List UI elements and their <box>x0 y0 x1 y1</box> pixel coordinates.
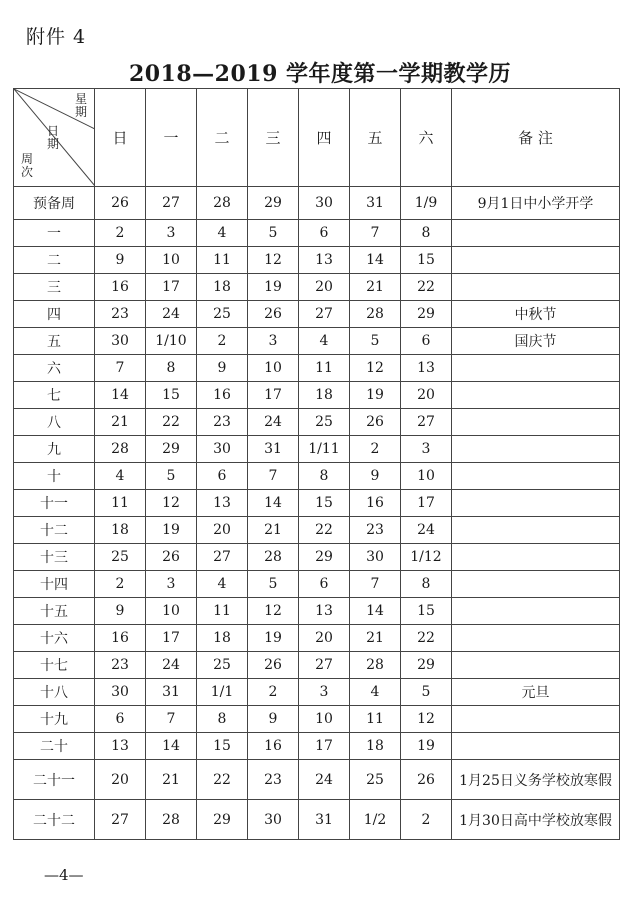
date-cell: 29 <box>401 301 452 328</box>
date-cell: 1/12 <box>401 544 452 571</box>
note-cell <box>452 409 620 436</box>
date-cell: 28 <box>197 187 248 220</box>
date-cell: 19 <box>401 733 452 760</box>
date-cell: 9 <box>350 463 401 490</box>
date-cell: 1/1 <box>197 679 248 706</box>
calendar-table <box>13 88 620 840</box>
date-cell: 5 <box>146 463 197 490</box>
date-cell: 21 <box>248 517 299 544</box>
date-cell: 27 <box>146 187 197 220</box>
date-cell: 9 <box>248 706 299 733</box>
date-cell: 26 <box>248 301 299 328</box>
note-cell <box>452 706 620 733</box>
date-cell: 29 <box>146 436 197 463</box>
week-label-cell: 三 <box>14 274 95 301</box>
date-cell: 31 <box>299 800 350 840</box>
date-cell: 5 <box>248 571 299 598</box>
date-cell: 3 <box>248 328 299 355</box>
date-cell: 3 <box>299 679 350 706</box>
date-cell: 16 <box>350 490 401 517</box>
date-cell: 14 <box>248 490 299 517</box>
date-cell: 4 <box>197 571 248 598</box>
date-cell: 25 <box>197 652 248 679</box>
week-label-cell: 十六 <box>14 625 95 652</box>
date-cell: 9 <box>197 355 248 382</box>
week-row <box>14 355 620 382</box>
date-cell: 13 <box>401 355 452 382</box>
note-cell <box>452 220 620 247</box>
note-cell <box>452 517 620 544</box>
date-cell: 6 <box>299 571 350 598</box>
date-cell: 7 <box>350 571 401 598</box>
date-cell: 19 <box>146 517 197 544</box>
date-cell: 1/2 <box>350 800 401 840</box>
week-row <box>14 598 620 625</box>
note-cell <box>452 652 620 679</box>
date-cell: 31 <box>146 679 197 706</box>
date-cell: 25 <box>299 409 350 436</box>
week-row <box>14 652 620 679</box>
date-cell: 10 <box>299 706 350 733</box>
note-cell <box>452 274 620 301</box>
date-cell: 6 <box>299 220 350 247</box>
date-cell: 11 <box>197 247 248 274</box>
date-cell: 8 <box>299 463 350 490</box>
week-row <box>14 301 620 328</box>
week-row <box>14 544 620 571</box>
note-cell <box>452 625 620 652</box>
date-cell: 23 <box>248 760 299 800</box>
date-cell: 5 <box>248 220 299 247</box>
date-cell: 17 <box>248 382 299 409</box>
note-cell <box>452 463 620 490</box>
date-cell: 18 <box>350 733 401 760</box>
week-label-cell: 一 <box>14 220 95 247</box>
date-cell: 28 <box>146 800 197 840</box>
date-cell: 3 <box>146 571 197 598</box>
date-cell: 3 <box>146 220 197 247</box>
week-row <box>14 733 620 760</box>
note-cell: 国庆节 <box>452 328 620 355</box>
date-cell: 9 <box>95 247 146 274</box>
date-cell: 8 <box>401 220 452 247</box>
date-cell: 13 <box>197 490 248 517</box>
header-corner-cell <box>14 89 95 187</box>
week-label-cell: 七 <box>14 382 95 409</box>
date-cell: 7 <box>350 220 401 247</box>
date-cell: 23 <box>197 409 248 436</box>
week-label-cell: 二十一 <box>14 760 95 800</box>
week-row <box>14 679 620 706</box>
date-cell: 2 <box>401 800 452 840</box>
date-cell: 2 <box>95 220 146 247</box>
date-cell: 12 <box>248 598 299 625</box>
date-cell: 19 <box>248 625 299 652</box>
date-cell: 4 <box>95 463 146 490</box>
date-cell: 21 <box>350 274 401 301</box>
date-cell: 30 <box>299 187 350 220</box>
date-cell: 16 <box>248 733 299 760</box>
week-row <box>14 625 620 652</box>
date-cell: 1/9 <box>401 187 452 220</box>
header-day-sat: 六 <box>401 89 452 187</box>
week-row <box>14 571 620 598</box>
date-cell: 11 <box>95 490 146 517</box>
document-title: 2018—2019 学年度第一学期教学历 <box>128 61 512 87</box>
date-cell: 28 <box>350 301 401 328</box>
date-cell: 19 <box>248 274 299 301</box>
note-cell <box>452 733 620 760</box>
date-cell: 23 <box>350 517 401 544</box>
note-cell <box>452 598 620 625</box>
page-number: —4— <box>44 866 84 884</box>
date-cell: 4 <box>299 328 350 355</box>
note-cell <box>452 247 620 274</box>
date-cell: 5 <box>401 679 452 706</box>
week-label-cell: 二十 <box>14 733 95 760</box>
date-cell: 26 <box>401 760 452 800</box>
date-cell: 6 <box>401 328 452 355</box>
date-cell: 30 <box>350 544 401 571</box>
date-cell: 17 <box>146 274 197 301</box>
date-cell: 26 <box>350 409 401 436</box>
date-cell: 8 <box>401 571 452 598</box>
week-row <box>14 490 620 517</box>
date-cell: 30 <box>95 328 146 355</box>
date-cell: 12 <box>350 355 401 382</box>
header-day-sun: 日 <box>95 89 146 187</box>
week-row <box>14 382 620 409</box>
week-label-cell: 十七 <box>14 652 95 679</box>
attachment-label: 附件 4 <box>26 26 87 48</box>
date-cell: 15 <box>146 382 197 409</box>
date-cell: 20 <box>401 382 452 409</box>
date-cell: 29 <box>299 544 350 571</box>
date-cell: 14 <box>146 733 197 760</box>
date-cell: 8 <box>146 355 197 382</box>
date-cell: 14 <box>95 382 146 409</box>
week-row <box>14 187 620 220</box>
date-cell: 2 <box>197 328 248 355</box>
calendar-body <box>14 187 620 840</box>
date-cell: 23 <box>95 652 146 679</box>
week-row <box>14 274 620 301</box>
date-cell: 18 <box>197 274 248 301</box>
date-cell: 12 <box>146 490 197 517</box>
note-cell: 9月1日中小学开学 <box>452 187 620 220</box>
week-label-cell: 十五 <box>14 598 95 625</box>
week-row <box>14 328 620 355</box>
date-cell: 27 <box>401 409 452 436</box>
week-row <box>14 409 620 436</box>
date-cell: 18 <box>197 625 248 652</box>
note-cell <box>452 355 620 382</box>
date-cell: 2 <box>95 571 146 598</box>
date-cell: 20 <box>197 517 248 544</box>
date-cell: 11 <box>299 355 350 382</box>
date-cell: 23 <box>95 301 146 328</box>
date-cell: 7 <box>248 463 299 490</box>
date-cell: 13 <box>299 598 350 625</box>
note-cell <box>452 436 620 463</box>
date-cell: 21 <box>95 409 146 436</box>
date-cell: 10 <box>248 355 299 382</box>
date-cell: 30 <box>248 800 299 840</box>
week-row <box>14 436 620 463</box>
date-cell: 31 <box>248 436 299 463</box>
week-label-cell: 六 <box>14 355 95 382</box>
date-cell: 9 <box>95 598 146 625</box>
date-cell: 30 <box>197 436 248 463</box>
note-cell <box>452 544 620 571</box>
date-cell: 22 <box>401 625 452 652</box>
week-label-cell: 二十二 <box>14 800 95 840</box>
date-cell: 15 <box>197 733 248 760</box>
date-cell: 27 <box>95 800 146 840</box>
date-cell: 8 <box>197 706 248 733</box>
date-cell: 27 <box>299 301 350 328</box>
note-cell: 1月25日义务学校放寒假 <box>452 760 620 800</box>
date-cell: 29 <box>197 800 248 840</box>
note-cell <box>452 571 620 598</box>
header-row <box>14 89 620 187</box>
date-cell: 7 <box>146 706 197 733</box>
week-label-cell: 十八 <box>14 679 95 706</box>
date-cell: 15 <box>299 490 350 517</box>
date-cell: 26 <box>95 187 146 220</box>
date-cell: 2 <box>248 679 299 706</box>
date-cell: 28 <box>350 652 401 679</box>
corner-label-week: 周次 <box>20 152 33 179</box>
week-row <box>14 463 620 490</box>
week-label-cell: 十一 <box>14 490 95 517</box>
week-label-cell: 十四 <box>14 571 95 598</box>
date-cell: 22 <box>299 517 350 544</box>
date-cell: 24 <box>146 652 197 679</box>
note-cell: 元旦 <box>452 679 620 706</box>
date-cell: 24 <box>248 409 299 436</box>
date-cell: 6 <box>197 463 248 490</box>
date-cell: 5 <box>350 328 401 355</box>
corner-label-date: 日期 <box>46 124 59 151</box>
week-label-cell: 九 <box>14 436 95 463</box>
date-cell: 29 <box>248 187 299 220</box>
date-cell: 20 <box>95 760 146 800</box>
date-cell: 24 <box>299 760 350 800</box>
date-cell: 28 <box>248 544 299 571</box>
week-label-cell: 预备周 <box>14 187 95 220</box>
date-cell: 15 <box>401 247 452 274</box>
date-cell: 10 <box>146 598 197 625</box>
note-cell: 中秋节 <box>452 301 620 328</box>
date-cell: 7 <box>95 355 146 382</box>
date-cell: 12 <box>401 706 452 733</box>
week-label-cell: 四 <box>14 301 95 328</box>
date-cell: 25 <box>197 301 248 328</box>
date-cell: 14 <box>350 598 401 625</box>
date-cell: 28 <box>95 436 146 463</box>
date-cell: 27 <box>197 544 248 571</box>
date-cell: 22 <box>146 409 197 436</box>
note-cell <box>452 382 620 409</box>
date-cell: 11 <box>197 598 248 625</box>
date-cell: 24 <box>401 517 452 544</box>
date-cell: 31 <box>350 187 401 220</box>
week-label-cell: 十二 <box>14 517 95 544</box>
date-cell: 18 <box>95 517 146 544</box>
date-cell: 11 <box>350 706 401 733</box>
header-day-tue: 二 <box>197 89 248 187</box>
date-cell: 17 <box>299 733 350 760</box>
date-cell: 2 <box>350 436 401 463</box>
date-cell: 25 <box>95 544 146 571</box>
date-cell: 13 <box>299 247 350 274</box>
week-label-cell: 八 <box>14 409 95 436</box>
date-cell: 29 <box>401 652 452 679</box>
date-cell: 17 <box>401 490 452 517</box>
week-row <box>14 517 620 544</box>
week-label-cell: 十三 <box>14 544 95 571</box>
date-cell: 12 <box>248 247 299 274</box>
date-cell: 1/10 <box>146 328 197 355</box>
date-cell: 16 <box>95 625 146 652</box>
date-cell: 6 <box>95 706 146 733</box>
week-row <box>14 706 620 733</box>
header-day-wed: 三 <box>248 89 299 187</box>
date-cell: 10 <box>401 463 452 490</box>
date-cell: 16 <box>95 274 146 301</box>
date-cell: 27 <box>299 652 350 679</box>
date-cell: 22 <box>401 274 452 301</box>
note-cell <box>452 490 620 517</box>
week-label-cell: 十九 <box>14 706 95 733</box>
week-row <box>14 220 620 247</box>
week-label-cell: 二 <box>14 247 95 274</box>
date-cell: 25 <box>350 760 401 800</box>
date-cell: 20 <box>299 625 350 652</box>
date-cell: 21 <box>146 760 197 800</box>
week-label-cell: 十 <box>14 463 95 490</box>
week-row <box>14 247 620 274</box>
date-cell: 19 <box>350 382 401 409</box>
date-cell: 22 <box>197 760 248 800</box>
header-notes: 备 注 <box>452 89 620 187</box>
date-cell: 14 <box>350 247 401 274</box>
date-cell: 4 <box>350 679 401 706</box>
date-cell: 10 <box>146 247 197 274</box>
date-cell: 24 <box>146 301 197 328</box>
date-cell: 18 <box>299 382 350 409</box>
date-cell: 13 <box>95 733 146 760</box>
week-row <box>14 800 620 840</box>
week-row <box>14 760 620 800</box>
corner-label-weekday: 星期 <box>74 92 87 119</box>
week-label-cell: 五 <box>14 328 95 355</box>
date-cell: 3 <box>401 436 452 463</box>
date-cell: 26 <box>248 652 299 679</box>
date-cell: 17 <box>146 625 197 652</box>
header-day-fri: 五 <box>350 89 401 187</box>
date-cell: 1/11 <box>299 436 350 463</box>
date-cell: 16 <box>197 382 248 409</box>
date-cell: 4 <box>197 220 248 247</box>
header-day-thu: 四 <box>299 89 350 187</box>
date-cell: 26 <box>146 544 197 571</box>
header-day-mon: 一 <box>146 89 197 187</box>
date-cell: 30 <box>95 679 146 706</box>
date-cell: 21 <box>350 625 401 652</box>
date-cell: 15 <box>401 598 452 625</box>
date-cell: 20 <box>299 274 350 301</box>
note-cell: 1月30日高中学校放寒假 <box>452 800 620 840</box>
